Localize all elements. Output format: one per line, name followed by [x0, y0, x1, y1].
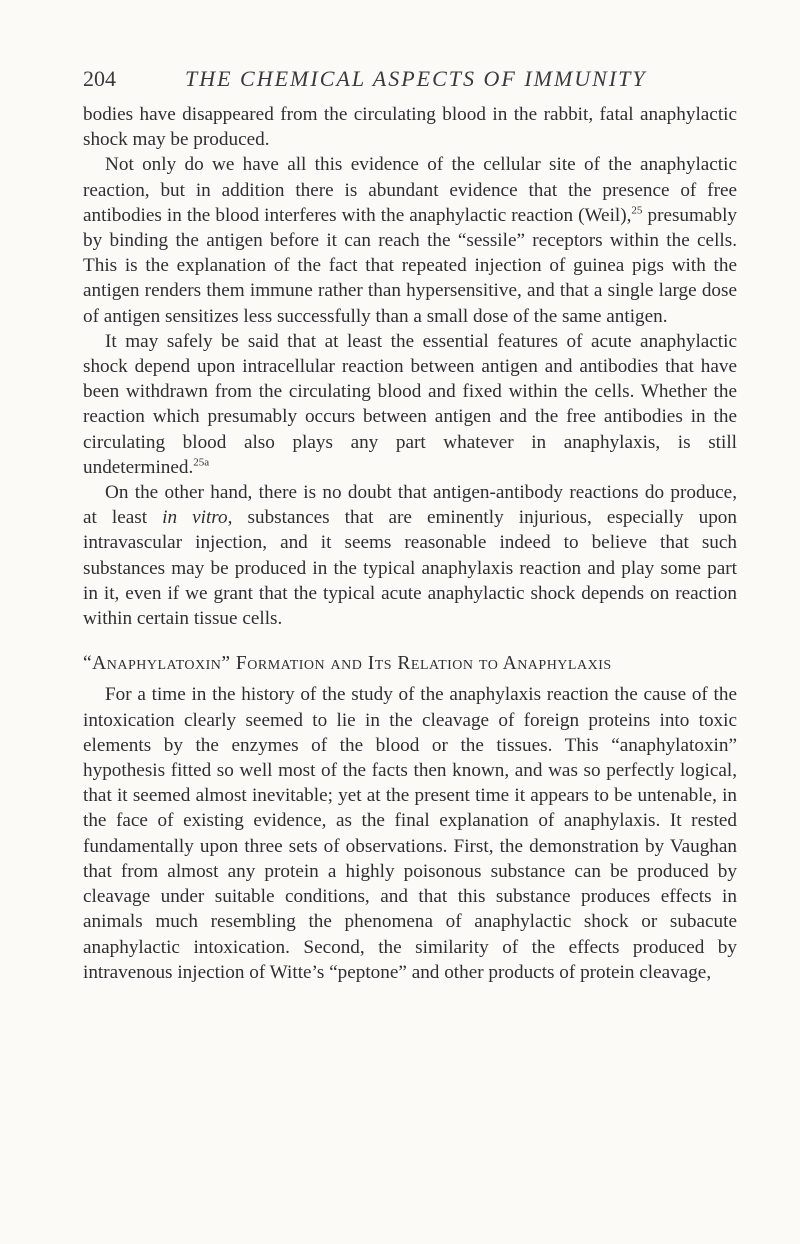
footnote-ref: 25a: [193, 456, 210, 469]
paragraph-text: Not only do we have all this evidence of the cellular site of the anaphylactic reaction, but in addition there is abundant evidence that the presence of free antibodies in the blood interferes with the anaphylactic reaction (Weil),: [83, 154, 737, 226]
paragraph-text: It may safely be said that at least the essential features of acute anaphylactic shock depend upon intracellular reaction between antigen and antibodies that have been withdrawn from the circulating blood and fixed within the cells. Whether the reaction which presumably occurs between antigen and the free antibodies in the circulating blood also plays any part whatever in anaphylaxis, is still undetermined.: [83, 330, 737, 478]
section-heading: “Anaphylatoxin” Formation and Its Relation to Anaphylaxis: [83, 653, 612, 675]
footnote-ref: 25: [631, 204, 643, 217]
paragraph-text: presumably by binding the antigen before it can reach the “sessile” receptors within the cells. This is the explanation of the fact that repeated injection of guinea pigs with the antigen renders them immune rather than hypersensitive, and that a single large dose of antigen sensitizes less successfully than a small dose of the same antigen.: [83, 204, 737, 327]
paragraph-text: , substances that are eminently injurious, especially upon intravascular injection, and it seems reasonable indeed to believe that such substances may be produced in the typical anaphylaxis reaction and play some part in it, even if we grant that the typical acute anaphylactic shock depends on reaction within certain tissue cells.: [83, 507, 737, 630]
paragraph: [83, 480, 737, 631]
paragraph-text: For a time in the history of the study of the anaphylaxis reaction the cause of the intoxication clearly seemed to lie in the cleavage of foreign proteins into toxic elements by the enzymes of the blood or the tissues. This “anaphylatoxin” hypothesis fitted so well most of the facts then known, and was so perfectly logical, that it seemed almost inevitable; yet at the present time it appears to be untenable, in the face of existing evidence, as the final explanation of anaphylaxis. It rested fundamentally upon three sets of observations. First, the demonstration by Vaughan that from almost any protein a highly poisonous substance can be produced by cleavage under suitable conditions, and that this substance produces effects in animals much resembling the phenomena of anaphylactic shock or subacute anaphylactic intoxication. Second, the similarity of the effects produced by intravenous injection of Witte’s “peptone” and other products of protein cleavage,: [83, 684, 737, 983]
paragraph: [83, 682, 737, 984]
paragraph: [83, 152, 737, 328]
paragraph-continued: [83, 102, 737, 152]
paragraph-text: bodies have disappeared from the circulating blood in the rabbit, fatal anaphylactic shock may be produced.: [83, 104, 737, 151]
italic-term: in vitro: [162, 507, 228, 529]
page-number: 204: [83, 66, 116, 91]
page-body: [83, 102, 737, 985]
running-header: [83, 66, 723, 92]
paragraph: [83, 329, 737, 480]
paragraph-text: On the other hand, there is no doubt that antigen-antibody reactions do produce, at least: [83, 482, 737, 529]
running-title: THE CHEMICAL ASPECTS OF IMMUNITY: [185, 66, 647, 91]
